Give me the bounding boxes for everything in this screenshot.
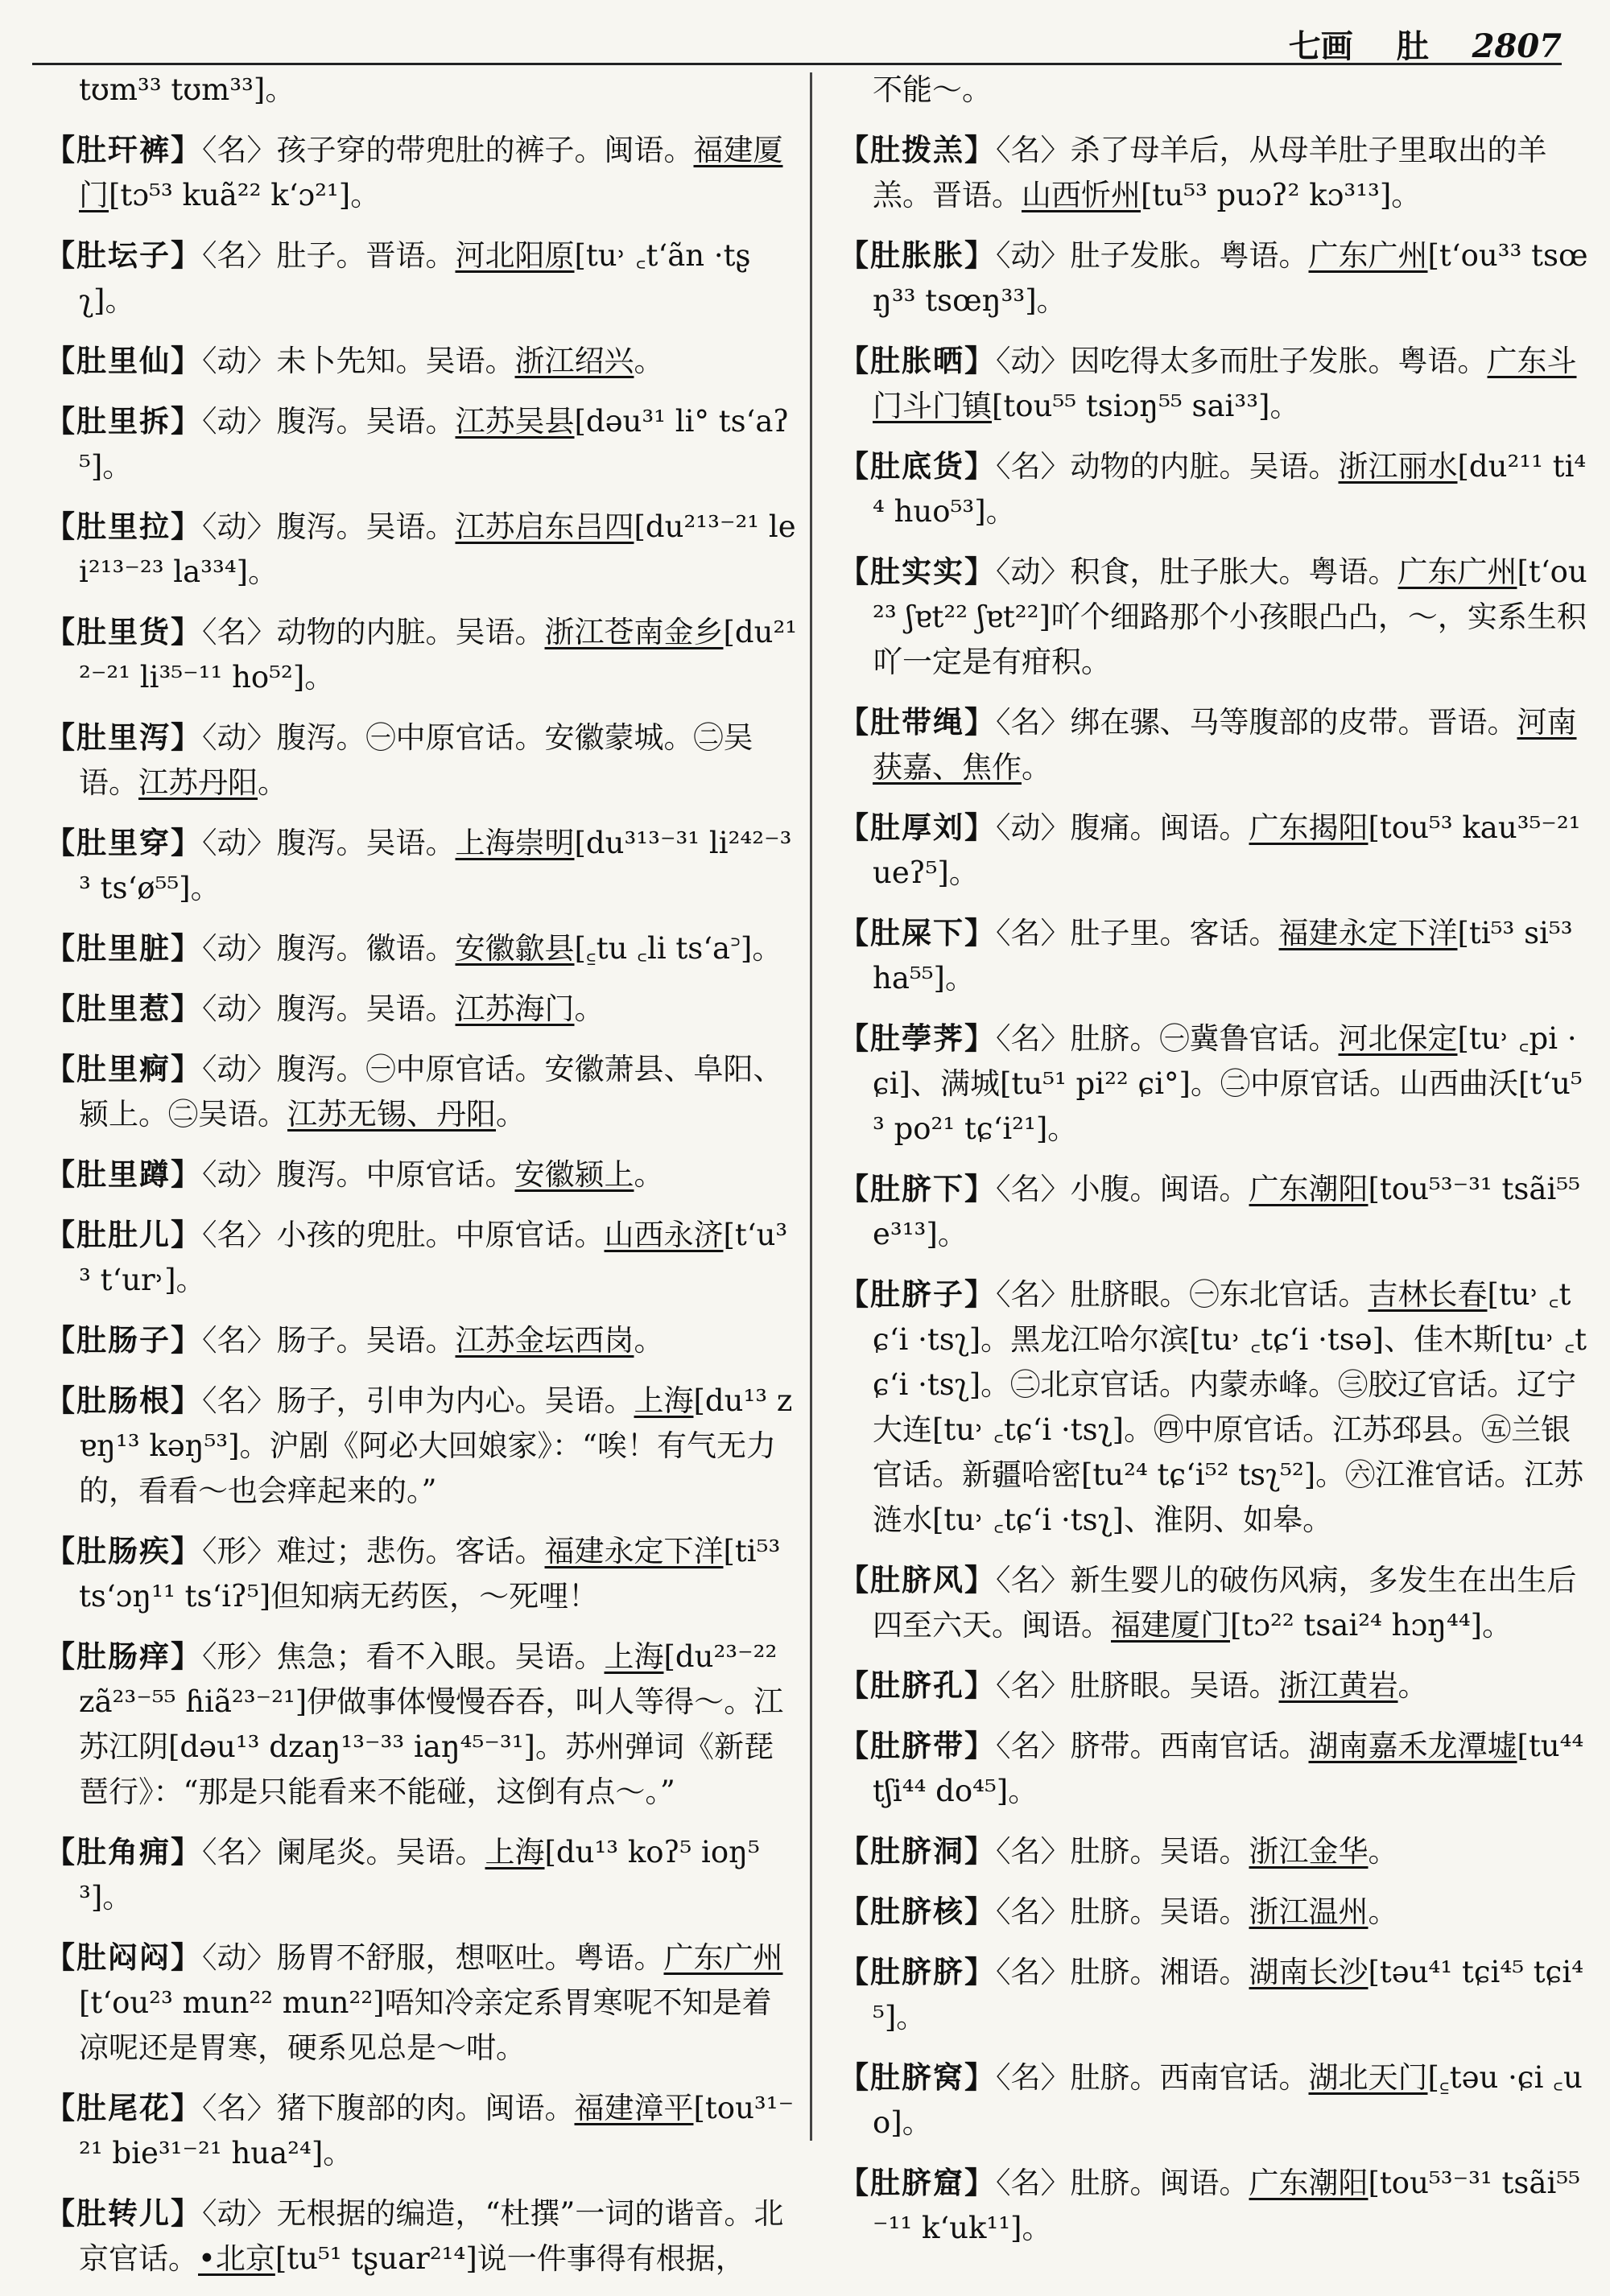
dictionary-entry	[45, 986, 799, 1032]
entry-continuation: 不能～。	[873, 72, 992, 107]
phonetic-transcription: [tou⁵³⁻³¹ tsãi⁵⁵⁻¹¹ k‘uk¹¹]。	[873, 2166, 1580, 2245]
dictionary-entry	[45, 1634, 799, 1815]
phonetic-transcription: [du²¹³⁻²¹ lei²¹³⁻²³ la³³⁴]。	[79, 509, 796, 589]
dictionary-entry	[45, 609, 799, 700]
entry-definition: 肚子发胀。粤语。	[1070, 238, 1309, 273]
place-name: 山西忻州	[1022, 178, 1141, 212]
part-of-speech: 〈名〉	[996, 705, 1071, 740]
entry-headword: 【肚闷闷】	[45, 1939, 202, 1975]
part-of-speech: 〈名〉	[996, 1729, 1071, 1763]
left-column	[45, 68, 799, 2296]
part-of-speech: 〈名〉	[202, 1323, 277, 1358]
part-of-speech: 〈动〉	[202, 509, 277, 544]
entry-definition: 肚脐。湘语。	[1070, 1955, 1249, 1989]
place-name: 江苏丹阳	[138, 765, 258, 800]
phonetic-transcription: [ti⁵³ si⁵³ ha⁵⁵]。	[873, 916, 1573, 995]
place-name: 河北保定	[1338, 1021, 1458, 1056]
place-name: 浙江温州	[1249, 1894, 1368, 1929]
part-of-speech: 〈形〉	[202, 1639, 277, 1674]
dictionary-entry	[839, 1949, 1592, 2040]
place-name: 上海	[634, 1383, 694, 1418]
place-name: 广东广州	[1397, 554, 1517, 589]
entry-definition: 肠子。吴语。	[276, 1323, 456, 1358]
phonetic-transcription: [du¹³ koʔ⁵ ioŋ⁵³]。	[79, 1835, 760, 1915]
part-of-speech: 〈名〉	[996, 1021, 1071, 1056]
place-name: 福建厦门	[1111, 1608, 1230, 1643]
phonetic-transcription: 。	[496, 1097, 526, 1132]
dictionary-entry	[839, 2160, 1592, 2251]
dictionary-entry	[839, 1663, 1592, 1709]
place-name: 福建厦门	[79, 133, 783, 212]
part-of-speech: 〈动〉	[996, 238, 1071, 273]
entry-headword: 【肚里痾】	[45, 1051, 202, 1086]
part-of-speech: 〈名〉	[996, 1834, 1071, 1869]
phonetic-transcription: [t‘u³³ t‘ur˒]。	[79, 1218, 788, 1297]
phonetic-transcription: [tou³¹⁻²¹ bie³¹⁻²¹ hua²⁴]。	[79, 2091, 795, 2170]
entry-headword: 【肚底货】	[839, 448, 996, 484]
dictionary-entry	[45, 1935, 799, 2071]
place-name: 浙江绍兴	[514, 344, 634, 378]
entry-headword: 【肚肠子】	[45, 1322, 202, 1358]
dictionary-entry	[45, 398, 799, 489]
entry-definition: 肚脐眼。吴语。	[1070, 1668, 1279, 1703]
dictionary-entry	[839, 1557, 1592, 1648]
dictionary-entry	[45, 504, 799, 595]
section-label: 七画	[1288, 27, 1353, 65]
place-name: 河南获嘉、焦作	[873, 705, 1577, 785]
part-of-speech: 〈动〉	[202, 931, 277, 966]
entry-headword: 【肚脐子】	[839, 1276, 996, 1312]
part-of-speech: 〈名〉	[996, 1563, 1071, 1597]
place-name: 山西永济	[604, 1218, 724, 1252]
entry-definition: 腹泻。㊀中原官话。安徽蒙城。㊁吴语。	[79, 720, 753, 800]
dictionary-entry	[45, 338, 799, 384]
dictionary-entry	[45, 1317, 799, 1363]
phonetic-transcription: 。	[1368, 1834, 1398, 1869]
dictionary-entry	[839, 127, 1592, 218]
part-of-speech: 〈名〉	[202, 1218, 277, 1252]
dictionary-entry	[45, 1046, 799, 1137]
phonetic-transcription: [t‘ou²³ mun²² mun²²]唔知冷亲定系胃寒呢不知是着凉呢还是胃寒，硬系见总是～咁。	[79, 1985, 772, 2065]
entry-continuation: tʊm³³ tʊm³³]。	[79, 72, 295, 107]
place-name: 浙江金华	[1249, 1834, 1368, 1869]
part-of-speech: 〈名〉	[202, 1835, 277, 1869]
phonetic-transcription: [tu⁵¹ tʂuar²¹⁴]说一件事得有根据，	[275, 2241, 745, 2276]
place-name: 福建永定下洋	[1278, 916, 1458, 950]
dictionary-entry	[839, 1016, 1592, 1152]
part-of-speech: 〈名〉	[996, 2166, 1071, 2200]
part-of-speech: 〈动〉	[996, 344, 1071, 378]
phonetic-transcription: [tu˒ ꜀tɕ‘i ·tsʅ]。黑龙江哈尔滨[tu˒ ꜀tɕ‘i ·tsə]、佳木斯[tu˒ ꜀tɕ‘i ·tsʅ]。㊁北京官话。内蒙赤峰。㊂胶辽官话。辽宁大连[tu˒ ꜀tɕ‘i ·tsʅ]。㊃中原官话。江苏邳县。㊄兰银官话。新疆哈密[tu²⁴ tɕ‘i⁵² tsʅ⁵²]。㊅江淮官话。江苏涟水[tu˒ ꜀tɕ‘i ·tsʅ]、淮阴、如皋。	[873, 1277, 1587, 1537]
place-name: 上海崇明	[455, 826, 575, 860]
page-number: 2807	[1472, 27, 1562, 65]
phonetic-transcription: 。	[258, 765, 287, 800]
entry-definition: 腹泻。吴语。	[276, 404, 456, 439]
place-name: 福建永定下洋	[544, 1534, 724, 1568]
phonetic-transcription: 。	[1368, 1894, 1398, 1929]
place-name: 安徽歙县	[455, 931, 575, 966]
part-of-speech: 〈动〉	[202, 2196, 277, 2231]
dictionary-entry	[839, 1723, 1592, 1814]
dictionary-entry	[45, 127, 799, 218]
place-name: 江苏金坛西岗	[455, 1323, 634, 1358]
entry-headword: 【肚里蹲】	[45, 1156, 202, 1192]
entry-definition: 积食，肚子胀大。粤语。	[1070, 554, 1398, 589]
entry-headword: 【肚脐窝】	[839, 2059, 996, 2095]
part-of-speech: 〈名〉	[996, 1172, 1071, 1206]
phonetic-transcription: 。	[1022, 750, 1051, 785]
place-name: 湖南长沙	[1249, 1955, 1368, 1989]
entry-definition: 腹痛。闽语。	[1070, 810, 1249, 845]
phonetic-transcription: [tou⁵⁵ tsiɔŋ⁵⁵ sai³³]。	[992, 389, 1300, 423]
header-right	[1289, 21, 1562, 67]
place-name: 广东潮阳	[1249, 2166, 1368, 2200]
place-name: 上海	[485, 1835, 545, 1869]
dictionary-entry	[45, 820, 799, 911]
phonetic-transcription: [tɔ⁵³ kuã²² k‘ɔ²¹]。	[109, 178, 381, 212]
entry-definition: 因吃得太多而肚子发胀。粤语。	[1070, 344, 1488, 378]
entry-headword: 【肚里脏】	[45, 930, 202, 966]
part-of-speech: 〈名〉	[202, 1383, 277, 1418]
part-of-speech: 〈名〉	[996, 1668, 1071, 1703]
entry-definition: 肚脐。闽语。	[1070, 2166, 1249, 2200]
entry-definition: 猪下腹部的肉。闽语。	[276, 2091, 575, 2125]
part-of-speech: 〈名〉	[202, 133, 277, 167]
entry-headword: 【肚肠痒】	[45, 1639, 202, 1674]
column-divider	[810, 72, 812, 2141]
place-name: 广东广州	[1308, 238, 1428, 273]
phonetic-transcription: [du²¹¹ ti⁴⁴ huo⁵³]。	[873, 449, 1587, 529]
part-of-speech: 〈动〉	[202, 1157, 277, 1192]
phonetic-transcription: [tou⁵³ kau³⁵⁻²¹ ueʔ⁵]。	[873, 810, 1581, 890]
phonetic-transcription: 。	[634, 1157, 664, 1192]
place-name: 浙江苍南金乡	[544, 615, 724, 649]
entry-headword: 【肚带绳】	[839, 704, 996, 740]
entry-definition: 无根据的编造，“杜撰”一词的谐音。北京官话。	[79, 2196, 784, 2276]
dictionary-entry	[839, 549, 1592, 685]
phonetic-transcription: [tu˒ ꜀t‘ãn ·tʂʅ]。	[79, 238, 751, 318]
entry-definition: 肚脐。西南官话。	[1070, 2060, 1309, 2095]
part-of-speech: 〈名〉	[202, 238, 277, 273]
phonetic-transcription: 。	[574, 991, 605, 1026]
place-name: 浙江丽水	[1338, 449, 1458, 484]
part-of-speech: 〈名〉	[996, 1277, 1071, 1312]
entry-definition: 杀了母羊后，从母羊肚子里取出的羊羔。晋语。	[873, 133, 1547, 212]
entry-headword: 【肚里仙】	[45, 343, 202, 378]
dictionary-entry	[45, 1212, 799, 1303]
phonetic-transcription: 。	[634, 344, 664, 378]
part-of-speech: 〈名〉	[996, 1955, 1071, 1989]
entry-headword: 【肚里穿】	[45, 825, 202, 860]
entry-headword: 【肚胀胀】	[839, 237, 996, 273]
dictionary-entry	[45, 1829, 799, 1920]
part-of-speech: 〈名〉	[202, 2091, 277, 2125]
entry-definition: 动物的内脏。吴语。	[1070, 449, 1339, 484]
entry-definition: 腹泻。吴语。	[276, 509, 456, 544]
dictionary-entry	[45, 1152, 799, 1197]
part-of-speech: 〈动〉	[996, 810, 1071, 845]
place-name: 广东广州	[663, 1940, 783, 1975]
part-of-speech: 〈动〉	[202, 720, 277, 755]
part-of-speech: 〈名〉	[996, 133, 1071, 167]
dictionary-entry	[839, 338, 1592, 429]
part-of-speech: 〈动〉	[202, 344, 277, 378]
entry-headword: 【肚厚刘】	[839, 810, 996, 845]
part-of-speech: 〈形〉	[202, 1534, 277, 1568]
entry-definition: 肚脐眼。㊀东北官话。	[1070, 1277, 1368, 1312]
entry-headword: 【肚脐风】	[839, 1562, 996, 1597]
entry-headword: 【肚脐脐】	[839, 1954, 996, 1989]
place-name: 安徽颍上	[514, 1157, 634, 1192]
phonetic-transcription: [du²¹²⁻²¹ li³⁵⁻¹¹ ho⁵²]。	[79, 615, 798, 695]
place-name: 浙江黄岩	[1278, 1668, 1398, 1703]
entry-headword: 【肚里惹】	[45, 991, 202, 1026]
entry-headword: 【肚肚儿】	[45, 1217, 202, 1252]
entry-definition: 未卜先知。吴语。	[276, 344, 515, 378]
entry-headword: 【肚里拆】	[45, 403, 202, 439]
phonetic-transcription: [du¹³ zɐŋ¹³ kəŋ⁵³]。沪剧《阿必大回娘家》：“唉！有气无力的，看看～也会痒起来的。”	[79, 1383, 793, 1508]
part-of-speech: 〈动〉	[996, 554, 1071, 589]
entry-definition: 肠子，引申为内心。吴语。	[276, 1383, 634, 1418]
entry-headword: 【肚荸荠】	[839, 1020, 996, 1056]
entry-definition: 小孩的兜肚。中原官话。	[276, 1218, 605, 1252]
entry-definition: 难过；悲伤。客话。	[276, 1534, 545, 1568]
phonetic-transcription: [du²³⁻²² zã²³⁻⁵⁵ ɦiã²³⁻²¹]伊做事体慢慢吞吞，叫人等得～。江苏江阴[dəu¹³ dzaŋ¹³⁻³³ iaŋ⁴⁵⁻³¹]。苏州弹词《新琵琶行》：“那是只能看来不能碰，这倒有点～。”	[79, 1639, 784, 1809]
phonetic-transcription: [dəu³¹ li° ts‘aʔ⁵]。	[79, 404, 790, 484]
place-name: 江苏海门	[455, 991, 575, 1026]
dictionary-entry	[839, 233, 1592, 324]
entry-definition: 焦急；看不入眼。吴语。	[276, 1639, 605, 1674]
dictionary-entry	[45, 2085, 799, 2176]
part-of-speech: 〈名〉	[996, 2060, 1071, 2095]
entry-definition: 腹泻。吴语。	[276, 991, 456, 1026]
dictionary-entry	[45, 1378, 799, 1514]
entry-headword: 【肚实实】	[839, 554, 996, 589]
entry-definition: 腹泻。中原官话。	[276, 1157, 515, 1192]
place-name: 广东斗门斗门镇	[873, 344, 1577, 423]
entry-definition: 小腹。闽语。	[1070, 1172, 1249, 1206]
phonetic-transcription: [t‘ou³³ tsœŋ³³ tsœŋ³³]。	[873, 238, 1588, 318]
phonetic-transcription: [tou⁵³⁻³¹ tsãi⁵⁵ e³¹³]。	[873, 1172, 1580, 1251]
place-name: 江苏吴县	[455, 404, 575, 439]
place-name: 江苏无锡、丹阳	[287, 1097, 496, 1132]
dictionary-entry	[45, 233, 799, 324]
phonetic-transcription: 。	[1397, 1668, 1428, 1703]
entry-definition: 阑尾炎。吴语。	[276, 1835, 485, 1869]
page-header	[32, 14, 1562, 65]
place-name: 吉林长春	[1368, 1277, 1488, 1312]
place-name: 湖南嘉禾龙潭墟	[1308, 1729, 1517, 1763]
dictionary-entry	[45, 715, 799, 806]
phonetic-transcription: [ti⁵³ ts‘ɔŋ¹¹ ts‘iʔ⁵]但知病无药医，～死哩！	[79, 1534, 781, 1614]
place-name: 福建漳平	[574, 2091, 694, 2125]
dictionary-entry	[839, 2055, 1592, 2146]
dictionary-entry	[839, 1272, 1592, 1543]
part-of-speech: 〈名〉	[996, 449, 1071, 484]
place-name: 广东潮阳	[1249, 1172, 1368, 1206]
entry-definition: 肚子里。客话。	[1070, 916, 1279, 950]
entry-headword: 【肚肠疾】	[45, 1533, 202, 1568]
dictionary-entry	[45, 2191, 799, 2282]
entry-headword: 【肚脐带】	[839, 1728, 996, 1763]
entry-headword: 【肚里泻】	[45, 719, 202, 755]
phonetic-transcription: [꜁tu ꜀li ts‘a꜄]。	[574, 931, 782, 966]
entry-headword: 【肚坛子】	[45, 237, 202, 273]
place-name: 上海	[604, 1639, 664, 1674]
phonetic-transcription: 。	[634, 1323, 664, 1358]
entry-definition: 肚脐。吴语。	[1070, 1834, 1249, 1869]
place-name: 河北阳原	[455, 238, 575, 273]
place-name: 江苏启东吕四	[455, 509, 634, 544]
phonetic-transcription: [tu˒ ꜀pi ·ɕi]、满城[tu⁵¹ pi²² ɕi°]。㊁中原官话。山西曲沃[t‘u⁵³ po²¹ tɕ‘i²¹]。	[873, 1021, 1583, 1146]
entry-headword: 【肚转儿】	[45, 2195, 202, 2231]
entry-headword: 【肚脐窟】	[839, 2165, 996, 2200]
entry-headword: 【肚脐核】	[839, 1894, 996, 1929]
entry-definition: 新生婴儿的破伤风病，多发生在出生后四至六天。闽语。	[873, 1563, 1577, 1643]
part-of-speech: 〈动〉	[202, 1940, 277, 1975]
phonetic-transcription: [tu⁴⁴ tʃi⁴⁴ do⁴⁵]。	[873, 1729, 1584, 1808]
dictionary-entry	[839, 910, 1592, 1001]
entry-headword: 【肚玕裤】	[45, 132, 202, 167]
entry-definition: 脐带。西南官话。	[1070, 1729, 1309, 1763]
entry-headword: 【肚里拉】	[45, 509, 202, 544]
phonetic-transcription: [tɔ²² tsai²⁴ hɔŋ⁴⁴]。	[1230, 1608, 1513, 1643]
header-character: 肚	[1396, 27, 1429, 65]
right-column	[839, 68, 1592, 2265]
entry-definition: 腹泻。吴语。	[276, 826, 456, 860]
entry-headword: 【肚拨羔】	[839, 132, 996, 167]
entry-definition: 腹泻。㊀中原官话。安徽萧县、阜阳、颍上。㊁吴语。	[79, 1052, 783, 1132]
part-of-speech: 〈动〉	[202, 991, 277, 1026]
entry-definition: 肚脐。㊀冀鲁官话。	[1070, 1021, 1339, 1056]
entry-definition: 腹泻。徽语。	[276, 931, 456, 966]
phonetic-transcription: [꜁təu ·ɕi ꜀uo]。	[873, 2060, 1583, 2140]
entry-definition: 肠胃不舒服，想呕吐。粤语。	[276, 1940, 664, 1975]
part-of-speech: 〈名〉	[202, 615, 277, 649]
dictionary-entry	[45, 925, 799, 971]
part-of-speech: 〈动〉	[202, 1052, 277, 1086]
entry-headword: 【肚胀晒】	[839, 343, 996, 378]
entry-definition: 肚子。晋语。	[276, 238, 456, 273]
entry-headword: 【肚里货】	[45, 614, 202, 649]
part-of-speech: 〈名〉	[996, 916, 1071, 950]
entry-definition: 绑在骡、马等腹部的皮带。晋语。	[1070, 705, 1517, 740]
phonetic-transcription: [tu⁵³ puɔʔ² kɔ³¹³]。	[1141, 178, 1422, 212]
entry-definition: 动物的内脏。吴语。	[276, 615, 545, 649]
dictionary-entry	[839, 443, 1592, 534]
dictionary-entry	[839, 805, 1592, 896]
place-name: •北京	[198, 2241, 275, 2276]
part-of-speech: 〈动〉	[202, 826, 277, 860]
dictionary-entry	[45, 1528, 799, 1619]
phonetic-transcription: [t‘ou²³ ʃɐt²² ʃɐt²²]吖个细路那个小孩眼凸凸，～，实系生积吖一定是有疳积。	[873, 554, 1587, 679]
dictionary-entry	[839, 1889, 1592, 1935]
part-of-speech: 〈名〉	[996, 1894, 1071, 1929]
place-name: 湖北天门	[1308, 2060, 1428, 2095]
entry-headword: 【肚屎下】	[839, 915, 996, 950]
phonetic-transcription: [du³¹³⁻³¹ li²⁴²⁻³³ ts‘ø⁵⁵]。	[79, 826, 792, 905]
dictionary-entry	[839, 699, 1592, 790]
entry-headword: 【肚脐孔】	[839, 1667, 996, 1703]
dictionary-entry	[839, 1166, 1592, 1257]
entry-definition: 肚脐。吴语。	[1070, 1894, 1249, 1929]
entry-headword: 【肚尾花】	[45, 2090, 202, 2125]
dictionary-entry	[839, 1828, 1592, 1874]
entry-headword: 【肚肠根】	[45, 1383, 202, 1418]
part-of-speech: 〈动〉	[202, 404, 277, 439]
entry-definition: 孩子穿的带兜肚的裤子。闽语。	[276, 133, 694, 167]
phonetic-transcription: [təu⁴¹ tɕi⁴⁵ tɕi⁴⁵]。	[873, 1955, 1584, 2034]
entry-headword: 【肚脐下】	[839, 1171, 996, 1206]
entry-headword: 【肚角痈】	[45, 1834, 202, 1869]
place-name: 广东揭阳	[1249, 810, 1368, 845]
entry-headword: 【肚脐洞】	[839, 1833, 996, 1869]
